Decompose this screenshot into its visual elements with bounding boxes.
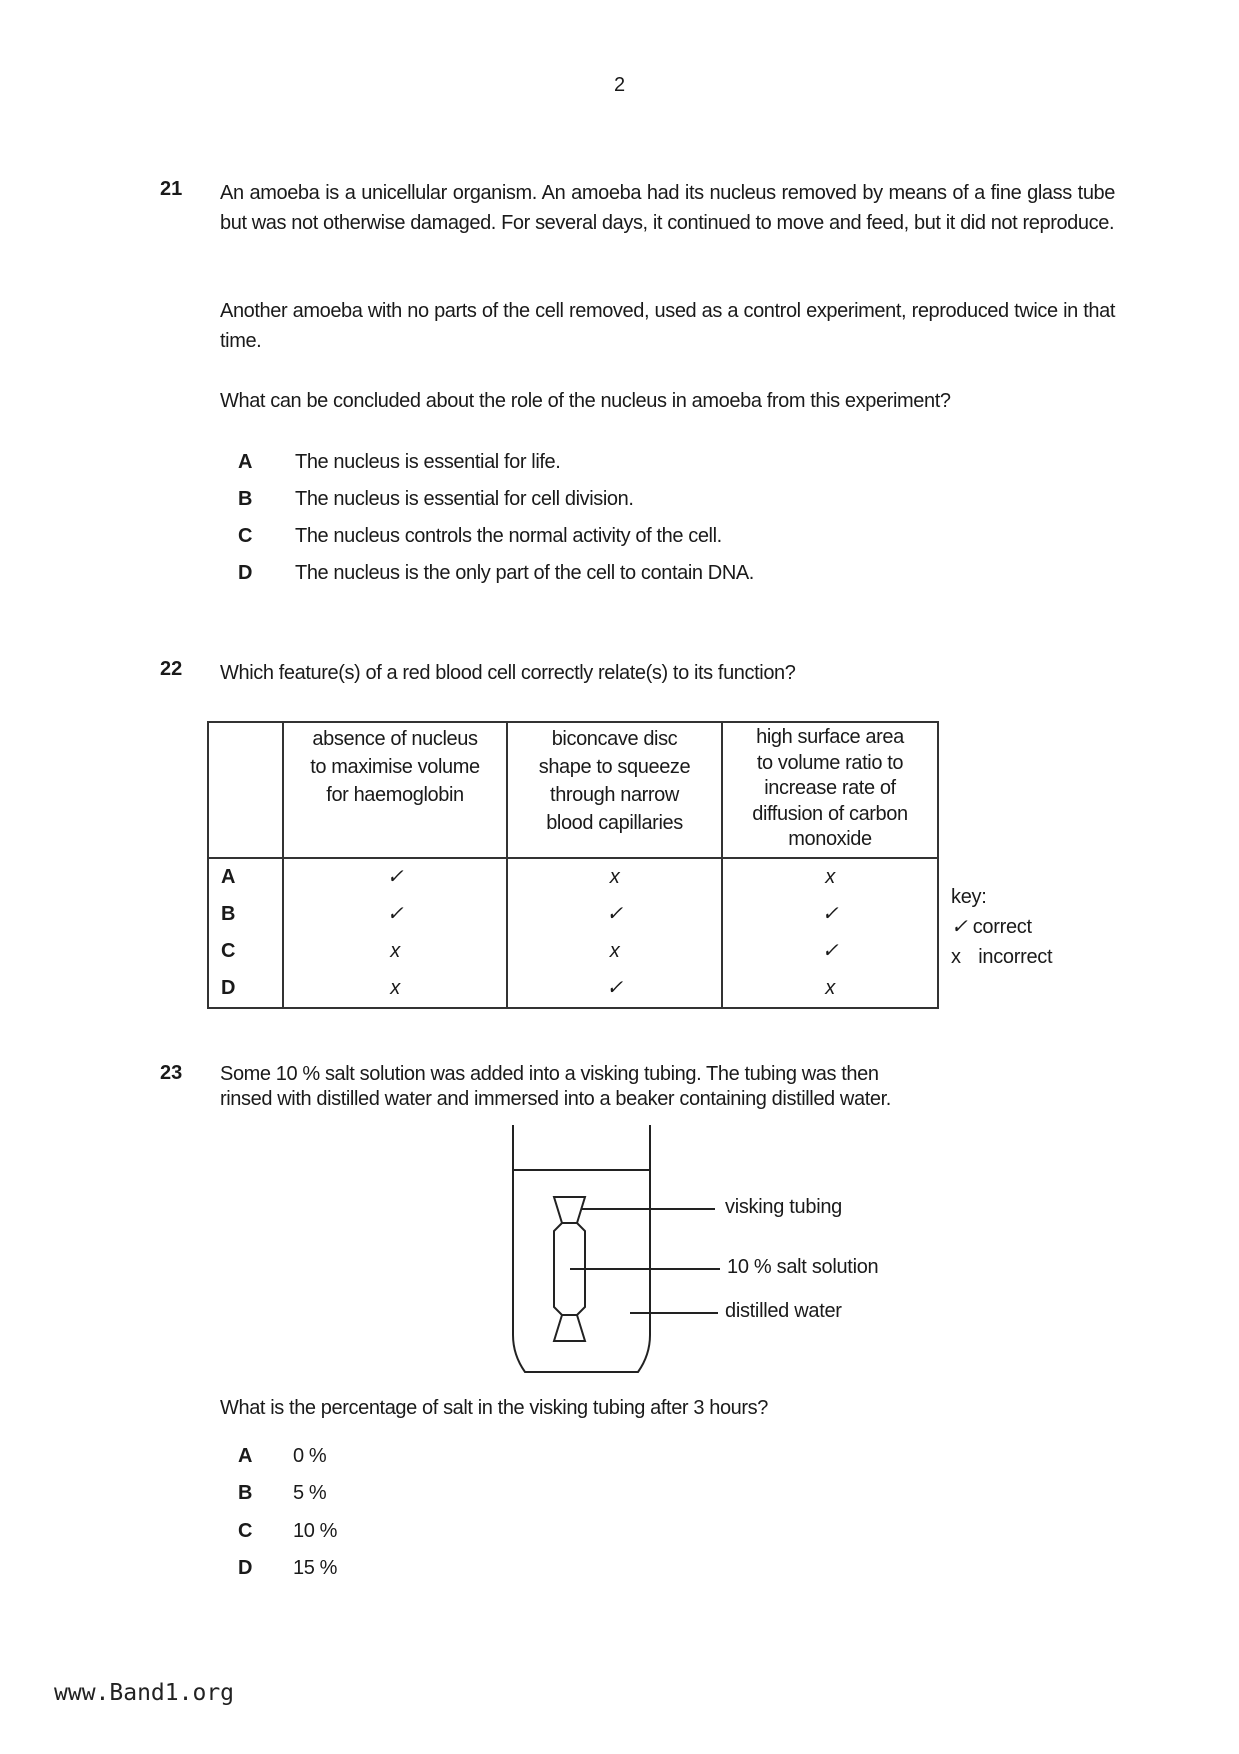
table-cell: ✓ [283, 858, 507, 896]
tubing-top-knot [554, 1197, 585, 1223]
option-text: 0 % [293, 1445, 327, 1467]
question-number: 22 [160, 658, 183, 680]
header-line: for haemoglobin [326, 784, 464, 806]
check-icon: ✓ [951, 916, 968, 938]
option-letter: C [238, 525, 253, 547]
table-row[interactable] [208, 858, 938, 896]
header-line: absence of nucleus [312, 728, 478, 750]
header-line: shape to squeeze [538, 756, 691, 778]
question-paragraph: Another amoeba with no parts of the cell removed, used as a control experiment, reproduced twice in that time. [220, 300, 1115, 352]
beaker-diagram [505, 1125, 925, 1390]
key-meaning: correct [972, 916, 1032, 938]
option-letter: B [238, 1482, 253, 1504]
table-header-col-2 [507, 722, 722, 858]
header-line: high surface area [756, 726, 904, 748]
stem-line: rinsed with distilled water and immersed into a beaker containing distilled water. [220, 1088, 891, 1110]
table-header-col-1 [283, 722, 507, 858]
header-line: blood capillaries [546, 812, 683, 834]
question-number: 21 [160, 178, 183, 200]
option-letter: B [238, 488, 253, 510]
table-cell: x [507, 933, 722, 970]
option-letter: A [238, 451, 253, 473]
question-number: 23 [160, 1062, 183, 1084]
table-row[interactable] [208, 896, 938, 933]
option-text: The nucleus is the only part of the cell to contain DNA. [295, 562, 754, 584]
row-label: A [208, 858, 283, 896]
table-cell: ✓ [507, 970, 722, 1008]
beaker-outline [513, 1125, 650, 1372]
table-header-row [208, 722, 938, 858]
table-cell: x [507, 858, 722, 896]
features-table [207, 721, 939, 1009]
table-cell: ✓ [283, 896, 507, 933]
option-letter: A [238, 1445, 253, 1467]
table-cell: ✓ [722, 896, 938, 933]
option-letter: C [238, 1520, 253, 1542]
option-text: 10 % [293, 1520, 337, 1542]
header-line: through narrow [550, 784, 679, 806]
key-item-correct [951, 912, 1052, 942]
row-label: C [208, 933, 283, 970]
key-title: key: [951, 886, 987, 908]
option-letter: D [238, 562, 253, 584]
key-item-incorrect [951, 942, 1052, 972]
row-label: D [208, 970, 283, 1008]
header-line: increase rate of [764, 777, 896, 799]
question-paragraph: An amoeba is a unicellular organism. An amoeba had its nucleus removed by means of a fine glass tube but was not otherwise damaged. For several days, it continued to move and feed, but it did not reproduce. [220, 182, 1115, 234]
label-visking-tubing: visking tubing [725, 1196, 842, 1218]
question-stem [220, 1062, 1115, 1112]
header-line: to maximise volume [310, 756, 480, 778]
table-cell: ✓ [507, 896, 722, 933]
option-text: The nucleus is essential for life. [295, 451, 561, 473]
table-row[interactable] [208, 970, 938, 1008]
table-header-empty [208, 722, 283, 858]
cross-icon: x [951, 946, 961, 968]
option-letter: D [238, 1557, 253, 1579]
label-distilled-water: distilled water [725, 1300, 842, 1322]
key-meaning: incorrect [978, 946, 1053, 968]
question-prompt: What can be concluded about the role of the nucleus in amoeba from this experiment? [220, 390, 951, 412]
table-cell: x [283, 933, 507, 970]
page-number: 2 [613, 74, 626, 96]
table-cell: x [722, 970, 938, 1008]
option-text: 15 % [293, 1557, 337, 1579]
table-row[interactable] [208, 933, 938, 970]
table-header-col-3 [722, 722, 938, 858]
beaker-illustration [505, 1125, 925, 1385]
table-cell: ✓ [722, 933, 938, 970]
row-label: B [208, 896, 283, 933]
header-line: to volume ratio to [756, 751, 904, 774]
option-text: 5 % [293, 1482, 327, 1504]
option-text: The nucleus is essential for cell division. [295, 488, 634, 510]
header-line: monoxide [788, 828, 872, 850]
tubing-bottom-knot [554, 1315, 585, 1341]
question-prompt: What is the percentage of salt in the visking tubing after 3 hours? [220, 1397, 768, 1419]
question-stem: Which feature(s) of a red blood cell correctly relate(s) to its function? [220, 662, 796, 684]
header-line: diffusion of carbon [752, 802, 908, 825]
table-cell: x [722, 858, 938, 896]
option-text: The nucleus controls the normal activity of the cell. [295, 525, 722, 547]
stem-line: Some 10 % salt solution was added into a visking tubing. The tubing was then [220, 1063, 879, 1085]
footer-watermark: www.Band1.org [54, 1680, 235, 1706]
label-salt-solution: 10 % salt solution [727, 1256, 879, 1278]
table-key [951, 882, 1052, 972]
header-line: biconcave disc [551, 728, 678, 750]
table-cell: x [283, 970, 507, 1008]
